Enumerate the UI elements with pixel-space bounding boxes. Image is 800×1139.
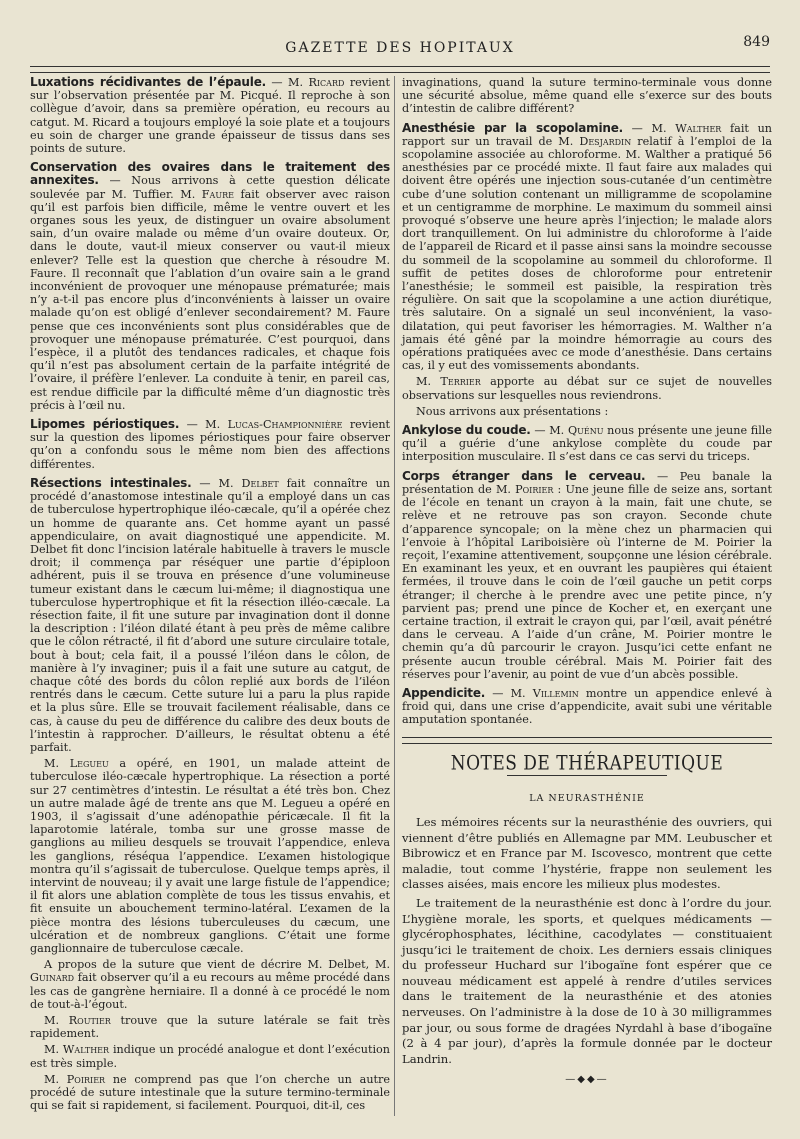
paragraph: invaginations, quand la suture termino-terminale vous donne une sécurité absolue, même quand elle s’exerce sur des bouts d’intestin de calibre différent? — [402, 76, 772, 116]
journal-title: GAZETTE DES HOPITAUX — [285, 40, 515, 56]
text: fait observer avec raison qu’il est parfois bien difficile, même le ventre ouvert et les organes sous les yeux, de distinguer un ovaire absolument sain, d’un ovaire malade ou même d’un ovaire douteux. Or, dans le doute, vaut-il mieux conserver ou vaut-il mieux enlever? Telle est la question que cherche à résoudre M. Faure. Il reconnaît que l’ablation d’un ovaire sain a le grand inconvénient de provoquer une ménopause prématurée; mais n’y a-t-il pas encore plus d’inconvénients à laisser un ovaire malade qu’on est obligé d’enlever secondairement? M. Faure pense que ces inconvénients sont plus considérables que de provoquer une ménopause prématurée. C’est pourquoi, dans l’espèce, il a plutôt des tendances radicales, et chaque fois qu’il n’est pas absolument certain de la parfaite intégrité de l’ovaire, il préfère l’enlever. La conduite à tenir, en pareil cas, est rendue difficile par la difficulté même d’un diagnostic très précis à l’œil nu. — [30, 187, 390, 412]
surgeon-name: Lucas-Championnière — [227, 418, 343, 432]
text: nous présente une jeune fille qu’il a guérie d’une ankylose complète du coude par interposition musculaire. Il s’est dans ce cas servi du triceps. — [402, 424, 773, 464]
paragraph: Les mémoires récents sur la neurasthénie des ouvriers, qui viennent d’être publiés en Allemagne par MM. Leubuscher et Bibrowicz et en France par M. Iscovesco, montrent que cette maladie, tout comme l’hystérie, frappe non seulement les classes aisées, mais encore les milieux plus modestes. — [402, 814, 772, 892]
section-heading: Anesthésie par la scopolamine. — [402, 120, 624, 135]
paragraph — [402, 424, 772, 464]
paragraph — [30, 477, 390, 754]
section-heading: Luxations récidivantes de l’épaule. — [30, 75, 266, 89]
paragraph — [402, 375, 772, 401]
text: a opéré, en 1901, un malade atteint de tuberculose iléo-cæcale hypertrophique. La résection a porté sur 27 centimètres d’intestin. Le résultat a été très bon. Chez un autre malade âgé de trente ans que M. Legueu a opéré en 1903, il s’agissait d’une adénopathie péricæcale. Il fit la laparotomie latérale, tomba sur une grosse masse de ganglions au milieu desquels se trouvait l’appendice, enleva les ganglions, réséqua l’appendice. L’examen histologique montra qu’il s’agissait de tuberculose. Quelque temps après, il intervint de nouveau; il y avait une large fistule de l’appendice; il fit alors une ablation complète de tous les tissus envahis, et fit ensuite un abouchement termino-latéral. L’examen de la pièce montra des lésions tuberculeuses du cæcum, une ulcération et de nombreux ganglions. C’était une forme ganglionnaire de tuberculose cæcale. — [30, 757, 390, 955]
text: — M. — [191, 476, 242, 490]
text: — M. — [623, 121, 676, 135]
text: ne comprend pas que l’on cherche un autre procédé de suture intestinale que la suture termino-terminale qui se fait si rapidement, si facilement. Pourquoi, dit-il, ces — [30, 1072, 390, 1113]
text: M. — [44, 1043, 63, 1057]
text: fait observer qu’il a eu recours au même procédé dans les cas de gangrène herniaire. Il a donné à ce procédé le nom de tout-à-l’égout. — [30, 971, 390, 1011]
page-header — [30, 30, 770, 70]
text: M. — [44, 1072, 67, 1086]
surgeon-name: Routier — [68, 1014, 111, 1028]
notes-body — [402, 815, 772, 1068]
text: relatif à l’emploi de la scopolamine associée au chloroforme. M. Walther a pratiqué 56 anesthésies par ce procédé mixte. Il faut faire aux malades qui doivent être opérés une injection sous-cutanée d’un centimètre cube d’une solution contenant un milligramme de scopolamine et un centigramme de morphine. Le maximum du sommeil ainsi provoqué s’observe une heure après l’injection; le malade alors dort tranquillement. On lui administre du chloroforme à l’aide de l’appareil de Ricard et il passe ainsi sans la moindre secousse du sommeil de la scopolamine au sommeil du chloroforme. Il suffit de petites doses de chloroforme pour entretenir l’anesthésie; le sommeil est paisible, la respiration très régulière. On sait que la scopolamine a une action diurétique, très salutaire. On a signalé un seul inconvénient, la vaso-dilatation, qui peut favoriser les hémorragies. M. Walther n’a jamais été gêné par la moindre hémorragie au cours des opérations pratiquées avec ce mode d’anesthésie. Dans certains cas, il y eut des vomissements abondants. — [402, 134, 772, 373]
text: A propos de la suture que vient de décrire M. Delbet, M. — [44, 958, 390, 972]
surgeon-name: Villemin — [532, 686, 579, 700]
surgeon-name: Delbet — [241, 476, 279, 490]
text: — M. — [530, 424, 568, 438]
text: revient sur la question des lipomes périostiques pour faire observer qu’on a confondu sous le même nom bien des affections différentes. — [30, 418, 391, 471]
text: montre un appendice enlevé à froid qui, dans une crise d’appendicite, avait subi une véritable amputation spontanée. — [402, 686, 772, 727]
section-rule — [402, 737, 772, 744]
text: fait un rapport sur un travail de M. — [402, 121, 772, 148]
notes-title: NOTES DE THÉRAPEUTIQUE — [450, 751, 724, 775]
surgeon-name: Guinard — [30, 971, 75, 985]
section-ankylose — [402, 424, 772, 464]
surgeon-name: Poirier — [66, 1072, 106, 1086]
section-heading: Ankylose du coude. — [402, 423, 531, 438]
text: — M. — [179, 418, 228, 432]
text: M. — [44, 757, 70, 771]
notes-subheading: LA NEURASTHÉNIE — [529, 792, 645, 804]
surgeon-name: Legueu — [69, 757, 109, 771]
paragraph — [30, 76, 390, 155]
paragraph — [30, 757, 390, 955]
left-column — [30, 76, 390, 1118]
page-number: 849 — [743, 34, 770, 50]
text: M. — [416, 375, 441, 389]
section-corps-etranger — [402, 470, 772, 681]
text: fait connaître un procédé d’anastomose intestinale qu’il a employé dans un cas de tuberculose hypertrophique iléo-cæcale, qu’il a opérée chez un homme de quarante ans. Cet homme ayant un passé appendiculaire, on avait diagnostiqué une appendicite. M. Delbet fit donc l’incision latérale habituelle à travers le muscle droit; il commença par réséquer une partie d’épiploon adhérent, puis il se trouva en présence d’une volumineuse tumeur existant dans le cæcum lui-même; il diagnostiqua une tuberculose hypertrophique et fit la résection illéo-cæcale. La résection faite, il fit une suture par invagination dont il donne la description : l’iléon dilaté étant à peu près de même calibre que le côlon rétracté, il fit d’abord une suture circulaire totale, bout à bout; cela fait, il a poussé l’iléon dans le côlon, de manière à l’y invaginer; puis il a fait une suture au catgut, de chaque côté des bords du côlon replié aux bords de l’iléon rentrés dans le cæcum. Cette suture lui a paru la plus rapide et la plus sûre. Elle se trouvait facilement réalisable, dans ce cas, à cause du peu de différence du calibre des deux bouts de l’intestin à rapprocher. D’ailleurs, le résultat obtenu a été parfait. — [30, 476, 390, 754]
text: apporte au débat sur ce sujet de nouvelles observations sur lesquelles nous reviendrons. — [402, 375, 772, 402]
section-heading: Résections intestinales. — [30, 475, 192, 490]
paragraph: Nous arrivons aux présentations : — [416, 404, 609, 418]
paragraph — [402, 470, 772, 681]
text: revient sur l’observation présentée par M. Picqué. Il reproche à son collègue d’avoir, dans sa première opération, eu recours au catgut. M. Ricard a toujours employé la soie plate et a toujours eu soin de charger une grande épaisseur de tissus dans ses points de suture. — [30, 76, 391, 156]
text: trouve que la suture latérale se fait très rapidement. — [30, 1014, 390, 1041]
surgeon-name: Poirier — [515, 482, 554, 496]
text: indique un procédé analogue et dont l’exécution est très simple. — [30, 1043, 390, 1070]
section-appendicite — [402, 687, 772, 727]
section-resections — [30, 477, 390, 1113]
notes-therapeutique — [402, 751, 772, 1087]
surgeon-name: Terrier — [440, 375, 481, 389]
surgeon-name: Walther — [675, 121, 722, 135]
surgeon-name: Quénu — [567, 424, 604, 438]
paragraph — [30, 1073, 390, 1113]
section-heading: Conservation des ovaires dans le traitement des annexites. — [30, 160, 390, 188]
text: — Nous arrivons à cette question délicate soulevée par M. Tuffier. M. — [30, 174, 390, 201]
section-lipomes — [30, 418, 390, 471]
text: : Une jeune fille de seize ans, sortant de l’école en tenant un crayon à la main, fait une chute, se relève et ne retrouve pas son crayon. Seconde chute d’apparence syncopale; on la mène chez un pharmacien qui l’envoie à l’hôpital Lariboisière où l’interne de M. Poirier la reçoit, l’examine attentivement, soupçonne une lésion cérébrale. En examinant les yeux, et en ouvrant les paupières qui étaient fermées, il trouve dans le coin de l’œil gauche un petit corps étranger; il cherche à le prendre avec une petite pince, n’y parvient pas; prend une pince de Kocher et, en exerçant une certaine traction, il extrait le crayon qui, par l’œil, avait pénétré dans le cerveau. A l’aide d’un crâne, M. Poirier montre le chemin qu’a dû parcourir le crayon. Jusqu’ici cette enfant ne présente aucun trouble cérébral. Mais M. Poirier fait des réserves pour l’avenir, au point de vue d’un abcès possible. — [402, 482, 772, 681]
section-ovaires — [30, 161, 390, 412]
text: — M. — [266, 76, 309, 89]
paragraph: Le traitement de la neurasthénie est donc à l’ordre du jour. L’hygiène morale, les sports, et quelques médicaments — glycérophosphates, lécithine, cacodylates — constituaient jusqu’ici le traitement de choix. Les derniers essais cliniques du professeur Huchard sur l’ibogaïne font espérer que ce nouveau médicament est appelé à rendre d’utiles services dans le traitement de la neurasthénie et des atonies nerveuses. On l’administre à la dose de 10 à 30 milligrammes par jour, ou sous forme de dragées Nyrdahl à base d’ibogaïne (2 à 4 par jour), d’après la formule donnée par le docteur Landrin. — [402, 895, 772, 1066]
header-rule — [30, 66, 770, 73]
paragraph — [30, 418, 390, 471]
text: — M. — [485, 686, 533, 700]
text: M. — [44, 1014, 69, 1028]
surgeon-name: Desjardin — [579, 134, 632, 148]
right-column — [402, 76, 772, 1087]
paragraph — [402, 122, 772, 373]
surgeon-name: Ricard — [308, 76, 345, 89]
paragraph — [30, 161, 390, 412]
column-divider — [394, 76, 395, 1116]
surgeon-name: Faure — [201, 187, 234, 201]
section-heading: Appendicite. — [402, 685, 486, 700]
section-heading: Corps étranger dans le cerveau. — [402, 468, 646, 483]
surgeon-name: Walther — [62, 1043, 110, 1057]
paragraph — [30, 1043, 390, 1069]
paragraph — [30, 958, 390, 1011]
section-heading: Lipomes périostiques. — [30, 417, 180, 432]
end-ornament: —◆◆— — [565, 1074, 609, 1086]
section-scopolamine — [402, 122, 772, 418]
paragraph — [30, 1014, 390, 1040]
text: — Peu banale la présentation de M. — [402, 469, 773, 496]
paragraph — [402, 687, 772, 727]
section-continuation — [402, 76, 772, 116]
section-luxations — [30, 76, 390, 155]
